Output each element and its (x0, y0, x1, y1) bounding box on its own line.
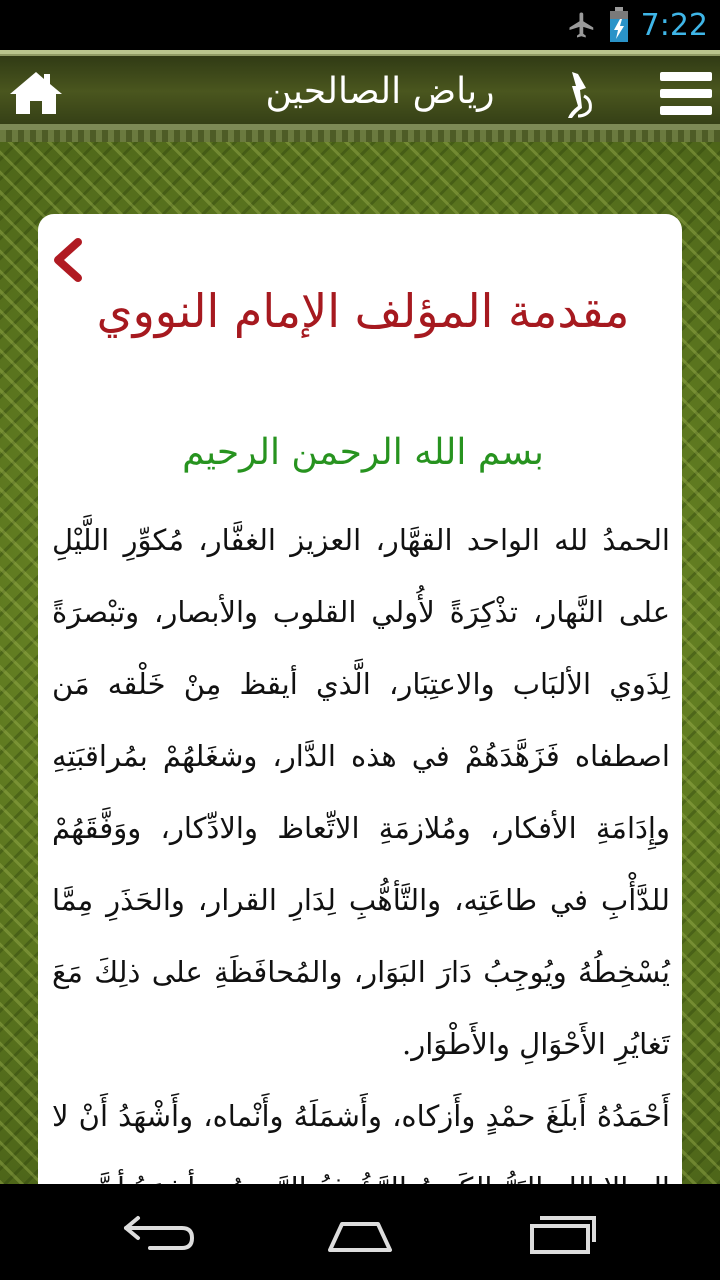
airplane-icon (567, 10, 597, 40)
app-title: رياض الصالحين (265, 71, 495, 112)
back-nav-icon[interactable] (110, 1202, 210, 1262)
home-icon[interactable] (8, 68, 64, 118)
content-card[interactable] (38, 214, 682, 1214)
status-bar (0, 0, 720, 50)
content-background (0, 142, 720, 1184)
body-text (52, 504, 670, 1224)
recents-nav-icon[interactable] (510, 1202, 610, 1262)
navigation-bar (0, 1184, 720, 1280)
basmala: بسم الله الرحمن الرحيم (182, 432, 544, 473)
menu-icon[interactable] (660, 70, 712, 118)
quill-icon[interactable] (562, 66, 598, 122)
app-bar (0, 50, 720, 142)
chapter-title: مقدمة المؤلف الإمام النووي (96, 284, 630, 338)
battery-charging-icon (609, 7, 629, 43)
status-icons (567, 0, 708, 50)
home-nav-icon[interactable] (310, 1202, 410, 1262)
paragraph: أَحْمَدُهُ أَبلَغَ حمْدٍ وأَزكاه، وأَشمَلَهُ وأَنْماه، وأَشْهَدُ أَنْ لا (52, 1099, 670, 1133)
paragraph: الحمدُ لله الواحد القهَّار، العزيز الغفَّار، مُكوِّرِ اللَّيْلِ على النَّهار، تذْكِرَةً لأُولي القلوب والأبصار، وتبْصرَةً لِذَوي الألبَاب والاعتِبَار، الَّذي أيقظ مِنْ خَلْقه مَن اصطفاه فَزَهَّدَهُمْ في هذه الدَّار، وشغَلهُمْ بمُراقبَتِهِ وإِدَامَةِ الأفكار، ومُلازمَةِ الاتِّعاظ والادِّكار، ووَفَّقَهُمْ للدَّأْبِ في طاعَتِه، والتَّأهُّبِ لِدَارِ القرار، والحَذَرِ مِمَّا يُسْخِطُهُ ويُوجِبُ دَارَ البَوَار، والمُحافَظَةِ على ذلِكَ مَعَ تَغايُرِ الأَحْوَالِ والأَطْوَار. (52, 523, 670, 1061)
status-clock: 7:22 (640, 7, 708, 43)
